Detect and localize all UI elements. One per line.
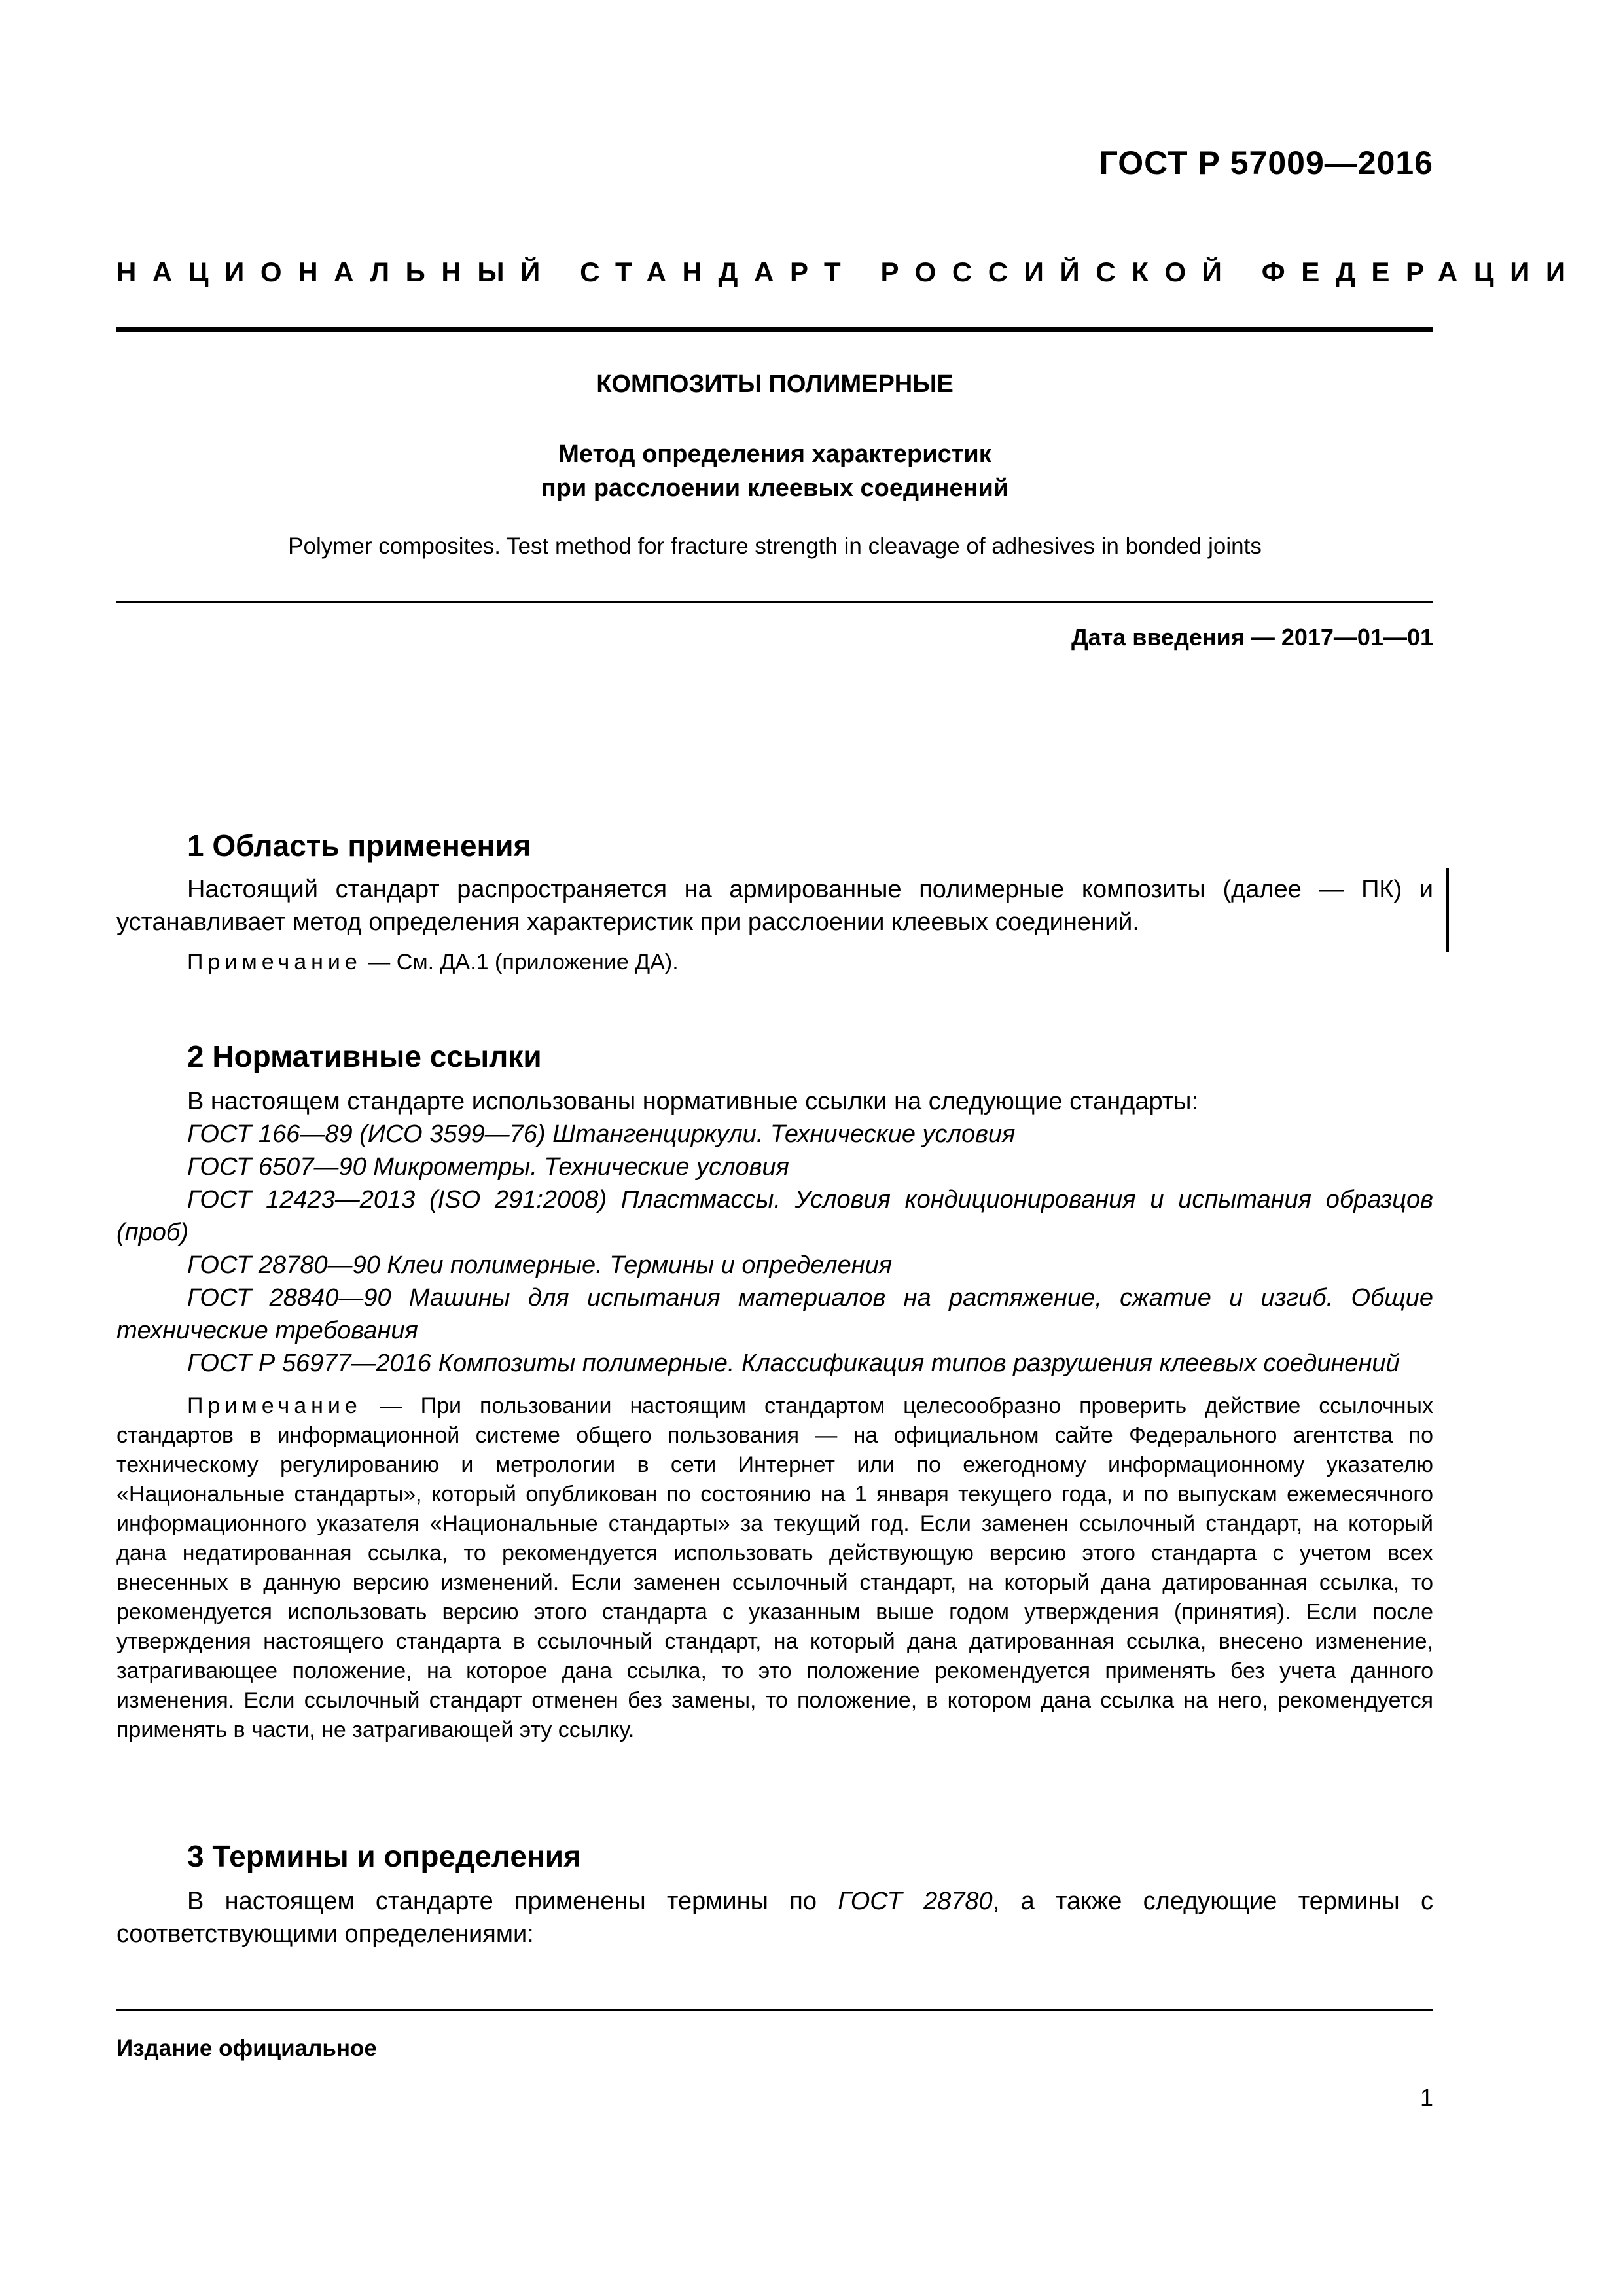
section-3-text-after: , а также следующие термины с соответствующими определениями: (116, 1888, 1433, 1948)
header-divider (116, 327, 1433, 332)
introduction-date: Дата введения — 2017—01—01 (1071, 624, 1433, 651)
note-text: — См. ДА.1 (приложение ДА). (368, 950, 679, 975)
section-1-note (116, 948, 1433, 977)
normative-reference: ГОСТ Р 56977—2016 Композиты полимерные. Классификация типов разрушения клеевых соединений (187, 1350, 1400, 1377)
section-1-text: Настоящий стандарт распространяется на армированные полимерные композиты (далее — ПК) и устанавливает метод определения характеристик при расслоении клеевых соединений. (116, 876, 1433, 936)
national-standard-title: НАЦИОНАЛЬНЫЙ СТАНДАРТ РОССИЙСКОЙ ФЕДЕРАЦИИ (116, 257, 1582, 287)
section-1 (116, 826, 1433, 977)
section-3 (116, 1837, 1433, 1950)
subtitle-line-2: при расслоении клеевых соединений (541, 475, 1009, 502)
english-title: Polymer composites. Test method for fracture strength in cleavage of adhesives in bonded joints (288, 533, 1262, 559)
standard-title: КОМПОЗИТЫ ПОЛИМЕРНЫЕ (596, 370, 954, 398)
standard-subtitle (116, 437, 1433, 505)
section-3-heading: 3 Термины и определения (187, 1839, 581, 1873)
section-2-heading: 2 Нормативные ссылки (187, 1039, 542, 1073)
section-2-intro: В настоящем стандарте использованы нормативные ссылки на следующие стандарты: (187, 1088, 1199, 1115)
footer-divider (116, 2009, 1433, 2011)
document-page (116, 0, 1582, 2296)
note-label: Примечание (187, 950, 362, 975)
section-1-heading: 1 Область применения (187, 829, 531, 863)
section-3-text-before: В настоящем стандарте применены термины по (187, 1888, 838, 1915)
section-2 (116, 1037, 1433, 1745)
normative-reference: ГОСТ 166—89 (ИСО 3599—76) Штангенциркули. Технические условия (187, 1121, 1016, 1148)
page-number: 1 (1419, 2084, 1433, 2111)
section-2-note (116, 1391, 1433, 1745)
subtitle-line-1: Метод определения характеристик (558, 440, 991, 468)
note-text: — При пользовании настоящим стандартом целесообразно проверить действие ссылочных стандартов в информационной системе общего пользования — на официальном сайте Федерального агентства по техническому регулированию и метрологии в сети Интернет или по ежегодному информационному указателю «Национальные стандарты», который опубликован по состоянию на 1 января текущего года, и по выпускам ежемесячного информационного указателя «Национальные стандарты» за текущий год. Если заменен ссылочный стандарт, на который дана недатированная ссылка, то рекомендуется использовать действующую версию этого стандарта с учетом всех внесенных в данную версию изменений. Если заменен ссылочный стандарт, на который дана датированная ссылка, то рекомендуется использовать версию этого стандарта с указанным выше годом утверждения (принятия). Если после утверждения настоящего стандарта в ссылочный стандарт, на который дана датированная ссылка, внесено изменение, затрагивающее положение, на которое дана ссылка, то это положение рекомендуется применять без учета данного изменения. Если ссылочный стандарт отменен без замены, то положение, в котором дана ссылка на него, рекомендуется применять в части, не затрагивающей эту ссылку. (116, 1393, 1433, 1742)
section-3-gost-ref: ГОСТ 28780 (838, 1888, 993, 1915)
normative-reference: ГОСТ 28840—90 Машины для испытания материалов на растяжение, сжатие и изгиб. Общие технические требования (116, 1284, 1433, 1344)
section-3-text (116, 1885, 1433, 1950)
title-divider (116, 601, 1433, 603)
gost-code: ГОСТ Р 57009—2016 (1099, 145, 1433, 181)
normative-reference: ГОСТ 6507—90 Микрометры. Технические условия (187, 1153, 789, 1181)
note-label: Примечание (187, 1393, 362, 1418)
normative-reference: ГОСТ 12423—2013 (ISO 291:2008) Пластмассы. Условия кондиционирования и испытания образцов (проб) (116, 1186, 1433, 1246)
normative-reference: ГОСТ 28780—90 Клеи полимерные. Термины и определения (187, 1251, 893, 1279)
change-bar (1446, 868, 1449, 952)
official-edition-label: Издание официальное (116, 2036, 377, 2061)
